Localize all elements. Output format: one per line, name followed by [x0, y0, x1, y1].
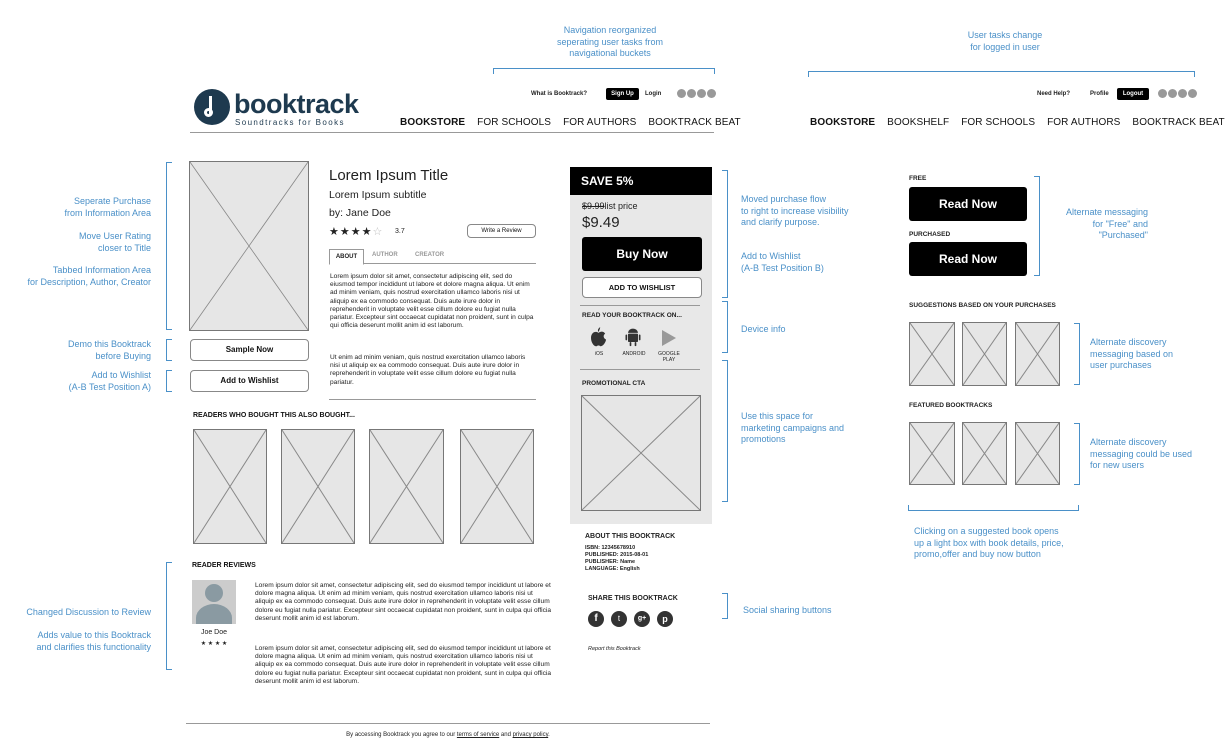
bracket-purchase — [722, 170, 728, 298]
header-divider — [190, 132, 714, 133]
nav-for-authors[interactable]: FOR AUTHORS — [563, 117, 637, 128]
bracket-nav — [493, 68, 715, 74]
google-play-icon[interactable] — [661, 329, 677, 347]
bracket-featured — [1074, 423, 1080, 485]
nav-for-authors[interactable]: FOR AUTHORS — [1047, 117, 1121, 128]
buy-now-button[interactable]: Buy Now — [582, 237, 702, 271]
footer-text: By accessing Booktrack you agree to our terms of service and privacy policy. — [346, 732, 550, 738]
purchased-label: PURCHASED — [909, 231, 951, 238]
annotation-wishlist-a: Add to Wishlist (A-B Test Position A) — [68, 370, 151, 392]
bracket-suggestions — [1074, 323, 1080, 385]
nav-bookshelf[interactable]: BOOKSHELF — [887, 117, 950, 128]
annotation-adds-value: Adds value to this Booktrack and clarifies this functionality — [36, 630, 151, 652]
login-link[interactable]: Login — [645, 91, 662, 97]
bracket-user-tasks — [808, 71, 1195, 77]
about-heading: ABOUT THIS BOOKTRACK — [585, 533, 676, 540]
tab-creator[interactable]: CREATOR — [415, 252, 445, 258]
bracket-left-info — [166, 162, 172, 330]
save-banner: SAVE 5% — [570, 167, 712, 195]
nav-for-schools[interactable]: FOR SCHOOLS — [961, 117, 1036, 128]
also-bought-book-3[interactable] — [369, 429, 444, 544]
annotation-clicking-suggested: Clicking on a suggested book opens up a light box with book details, price, promo,offer and buy now button — [914, 526, 1064, 559]
bracket-clicking — [908, 505, 1079, 511]
device-ios-label: iOS — [594, 351, 604, 357]
nav-for-schools[interactable]: FOR SCHOOLS — [477, 117, 552, 128]
read-now-free-button[interactable]: Read Now — [909, 187, 1027, 221]
featured-book-3[interactable] — [1015, 422, 1060, 485]
about-isbn: ISBN: 12345678910 — [585, 545, 636, 551]
also-bought-book-1[interactable] — [193, 429, 267, 544]
annotation-separate-purchase: Seperate Purchase from Information Area — [64, 196, 151, 218]
book-description-1: Lorem ipsum dolor sit amet, consectetur adipiscing elit, sed do eiusmod tempor incididunt ut labore et dolore magna aliqua. Ut enim ad minim veniam, quis nostrud exercitation ullamco laboris nisi ut aliquip ex ea commodo consequat. Duis aute irure dolor in reprehenderit in voluptate velit esse cillum dolore eu fugiat nulla pariatur. Excepteur sint occaecat cupidatat non proident, sunt in culpa qui officia deserunt mollit anim id est laborum. — [330, 273, 534, 330]
current-price: $9.49 — [582, 214, 620, 231]
description-divider — [329, 399, 536, 400]
purchase-divider-2 — [580, 369, 700, 370]
about-language: LANGUAGE: English — [585, 566, 640, 572]
footer-divider — [186, 723, 710, 724]
add-to-wishlist-button-b[interactable]: ADD TO WISHLIST — [582, 277, 702, 298]
list-price: $9.99list price — [582, 201, 638, 211]
annotation-changed-discussion: Changed Discussion to Review — [26, 607, 151, 617]
bracket-device — [722, 301, 728, 353]
logout-button[interactable]: Logout — [1117, 88, 1149, 100]
annotation-alt-discovery-purchases: Alternate discovery messaging based on user purchases — [1090, 337, 1174, 370]
what-is-booktrack-link[interactable]: What is Booktrack? — [531, 91, 588, 97]
annotation-user-tasks: User tasks change for logged in user — [967, 30, 1043, 52]
twitter-icon[interactable] — [1168, 89, 1177, 98]
annotation-wishlist-b: Add to Wishlist (A-B Test Position B) — [741, 251, 824, 273]
suggested-book-2[interactable] — [962, 322, 1007, 386]
nav-bookstore[interactable]: BOOKSTORE — [400, 117, 466, 128]
nav-booktrack-beat[interactable]: BOOKTRACK BEAT — [1132, 117, 1225, 128]
annotation-moved-purchase: Moved purchase flow to right to increase visibility and clarify purpose. — [741, 194, 849, 227]
googleplus-icon[interactable] — [697, 89, 706, 98]
bracket-free-purchased — [1034, 176, 1040, 276]
reader-reviews-heading: READER REVIEWS — [192, 562, 256, 569]
report-link[interactable]: Report this Booktrack — [588, 646, 641, 652]
read-on-heading: READ YOUR BOOKTRACK ON... — [582, 312, 682, 319]
info-tabs — [329, 249, 536, 264]
rating-stars: ★★★★☆ — [329, 226, 384, 238]
main-nav-left — [400, 112, 753, 130]
share-googleplus-icon[interactable]: g+ — [634, 611, 650, 627]
book-cover-placeholder — [189, 161, 309, 331]
bracket-social — [722, 593, 728, 619]
free-label: FREE — [909, 175, 927, 182]
facebook-icon[interactable] — [677, 89, 686, 98]
suggestions-heading: SUGGESTIONS BASED ON YOUR PURCHASES — [909, 302, 1056, 309]
book-subtitle: Lorem Ipsum subtitle — [329, 189, 427, 201]
android-icon[interactable] — [624, 327, 642, 347]
featured-heading: FEATURED BOOKTRACKS — [909, 402, 993, 409]
featured-book-2[interactable] — [962, 422, 1007, 485]
purchase-divider-1 — [580, 305, 700, 306]
promo-cta-heading: PROMOTIONAL CTA — [582, 380, 646, 387]
tab-author[interactable]: AUTHOR — [372, 252, 398, 258]
share-twitter-icon[interactable]: t — [611, 611, 627, 627]
apple-icon[interactable] — [590, 327, 607, 347]
profile-link[interactable]: Profile — [1090, 91, 1109, 97]
avatar — [192, 580, 236, 624]
annotation-alt-discovery-new: Alternate discovery messaging could be used for new users — [1090, 437, 1193, 470]
write-review-button[interactable]: Write a Review — [467, 224, 536, 238]
facebook-icon[interactable] — [1158, 89, 1167, 98]
about-details — [585, 545, 648, 573]
review-text-1: Lorem ipsum dolor sit amet, consectetur adipiscing elit, sed do eiusmod tempor incididunt ut labore et dolore magna aliqua. Ut enim ad minim veniam, quis nostrud exercitation ullamco laboris nisi ut aliquip ex ea commodo consequat. Duis aute irure dolor in reprehenderit in voluptate velit esse cillum dolore eu fugiat nulla pariatur. Excepteur sint occaecat cupidatat non proident, sunt in culpa qui officia deserunt mollit anim id est laborum. — [255, 582, 552, 622]
about-publisher: PUBLISHER: Name — [585, 559, 636, 565]
book-description-2: Ut enim ad minim veniam, quis nostrud exercitation ullamco laboris nisi ut aliquip ex ea commodo consequat. Duis aute irure dolor in reprehenderit in voluptate velit esse cillum dolore eu fugiat nulla pariatur. — [330, 354, 526, 386]
nav-booktrack-beat[interactable]: BOOKTRACK BEAT — [648, 117, 741, 128]
bracket-demo — [166, 339, 172, 361]
reviewer-name: Joe Doe — [200, 629, 228, 636]
device-google-play-label: GOOGLE PLAY — [658, 351, 680, 363]
suggested-book-1[interactable] — [909, 322, 955, 386]
brand-name[interactable]: booktrack — [234, 89, 359, 119]
annotation-marketing: Use this space for marketing campaigns and promotions — [741, 411, 845, 444]
bracket-reviews — [166, 562, 172, 670]
privacy-policy-link[interactable]: privacy policy — [512, 732, 549, 738]
need-help-link[interactable]: Need Help? — [1037, 91, 1071, 97]
device-android-label: ANDROID — [622, 351, 646, 357]
bracket-wishlist-a — [166, 370, 172, 392]
sample-now-button[interactable]: Sample Now — [190, 339, 309, 361]
review-text-2: Lorem ipsum dolor sit amet, consectetur adipiscing elit, sed do eiusmod tempor incididunt ut labore et dolore magna aliqua. Ut enim ad minim veniam, quis nostrud exercitation ullamco laboris nisi ut aliquip ex ea commodo consequat. Duis aute irure dolor in reprehenderit in voluptate velit esse cillum dolore eu fugiat nulla pariatur. Excepteur sint occaecat cupidatat non proident, sunt in culpa qui officia deserunt mollit anim id est laborum. — [255, 645, 552, 685]
add-to-wishlist-button[interactable]: Add to Wishlist — [190, 370, 309, 392]
share-heading: SHARE THIS BOOKTRACK — [588, 595, 678, 602]
about-published: PUBLISHED: 2015-08-01 — [585, 552, 649, 558]
book-title: Lorem Ipsum Title — [329, 167, 449, 184]
annotation-device-info: Device info — [741, 324, 786, 334]
tab-about[interactable]: ABOUT — [329, 249, 364, 265]
annotation-tabbed-info: Tabbed Information Area for Description, Author, Creator — [27, 265, 151, 287]
featured-book-1[interactable] — [909, 422, 955, 485]
main-nav-right — [810, 112, 1225, 130]
rating-value: 3.7 — [395, 228, 405, 235]
suggested-book-3[interactable] — [1015, 322, 1060, 386]
signup-button[interactable]: Sign Up — [606, 88, 639, 100]
read-now-purchased-button[interactable]: Read Now — [909, 242, 1027, 276]
booktrack-logo-icon[interactable] — [194, 89, 230, 125]
share-facebook-icon[interactable]: f — [588, 611, 604, 627]
also-bought-heading: READERS WHO BOUGHT THIS ALSO BOUGHT... — [193, 412, 355, 419]
bracket-marketing — [722, 360, 728, 502]
annotation-alt-messaging: Alternate messaging for "Free" and "Purchased" — [1065, 207, 1148, 240]
also-bought-book-4[interactable] — [460, 429, 534, 544]
googleplus-icon[interactable] — [1178, 89, 1187, 98]
terms-of-service-link[interactable]: terms of service — [456, 732, 500, 738]
annotation-nav-reorganized: Navigation reorganized seperating user tasks from navigational buckets — [556, 25, 664, 58]
book-author: by: Jane Doe — [329, 207, 391, 219]
reviewer-stars: ★ ★ ★ ★ — [200, 641, 228, 647]
also-bought-book-2[interactable] — [281, 429, 355, 544]
annotation-social: Social sharing buttons — [743, 605, 832, 615]
twitter-icon[interactable] — [687, 89, 696, 98]
pinterest-icon[interactable] — [1188, 89, 1197, 98]
annotation-move-rating: Move User Rating closer to Title — [78, 231, 151, 253]
share-pinterest-icon[interactable]: p — [657, 611, 673, 627]
annotation-demo: Demo this Booktrack before Buying — [67, 339, 151, 361]
promo-cta-placeholder[interactable] — [581, 395, 701, 511]
nav-bookstore[interactable]: BOOKSTORE — [810, 117, 876, 128]
brand-tagline: Soundtracks for Books — [235, 118, 345, 127]
pinterest-icon[interactable] — [707, 89, 716, 98]
